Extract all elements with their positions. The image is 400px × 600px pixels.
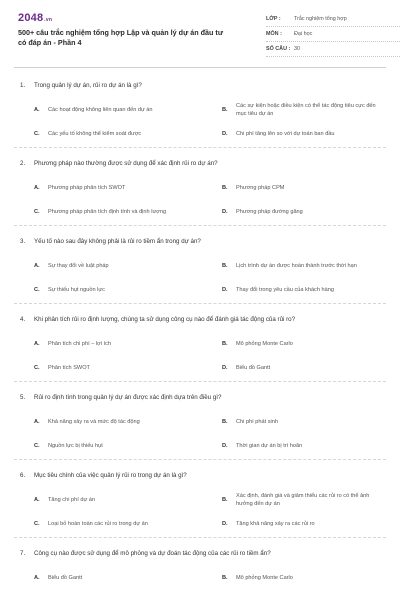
option-letter: A.	[34, 419, 40, 425]
answer-option[interactable]	[34, 202, 222, 222]
question-number: 6.	[20, 471, 26, 479]
option-letter: A.	[34, 575, 40, 581]
question-item	[14, 304, 386, 382]
answer-option[interactable]	[34, 408, 222, 436]
answer-option[interactable]	[34, 124, 222, 144]
answer-option[interactable]	[222, 202, 390, 222]
option-text: Biểu đồ Gantt	[236, 365, 271, 371]
option-letter: D.	[222, 287, 228, 293]
question-item	[14, 226, 386, 304]
answer-option[interactable]	[222, 358, 390, 378]
option-letter: D.	[222, 365, 228, 371]
option-text: Sự thay đổi về luật pháp	[48, 263, 109, 269]
answer-options	[14, 96, 386, 144]
option-letter: D.	[222, 443, 228, 449]
meta-row-count: SỐ CÂU : 30	[266, 42, 400, 57]
answer-option[interactable]	[34, 564, 222, 592]
answer-option[interactable]	[222, 124, 390, 144]
option-text: Phương pháp phân tích SWOT	[48, 185, 126, 191]
meta-row-subject: MÔN : Đại học	[266, 27, 400, 42]
option-letter: B.	[222, 185, 228, 191]
answer-option[interactable]	[34, 358, 222, 378]
option-letter: D.	[222, 131, 228, 137]
option-letter: A.	[34, 497, 40, 503]
option-text: Phương pháp phân tích định tính và định lượng	[48, 209, 167, 215]
option-letter: D.	[222, 521, 228, 527]
answer-options	[14, 408, 386, 456]
option-text: Chi phí phát sinh	[236, 419, 278, 425]
option-letter: B.	[222, 419, 228, 425]
question-item	[14, 70, 386, 148]
answer-option[interactable]	[222, 174, 390, 202]
question-prompt: Công cụ nào được sử dụng để mô phỏng và dự đoán tác động của các rủi ro tiềm ẩn?	[34, 549, 271, 557]
question-text	[14, 236, 386, 246]
option-text: Mô phỏng Monte Carlo	[236, 341, 293, 347]
question-prompt: Phương pháp nào thường được sử dụng để xác định rủi ro dự án?	[34, 159, 218, 167]
answer-option[interactable]	[34, 514, 222, 534]
question-list	[14, 70, 386, 600]
question-text	[14, 314, 386, 324]
option-text: Phân tích SWOT	[48, 365, 90, 371]
question-number: 5.	[20, 393, 26, 401]
question-prompt: Mục tiêu chính của việc quản lý rủi ro trong dự án là gì?	[34, 471, 187, 479]
answer-options	[14, 564, 386, 600]
option-text: Mô phỏng Monte Carlo	[236, 575, 293, 581]
option-letter: A.	[34, 107, 40, 113]
answer-option[interactable]	[222, 280, 390, 300]
option-letter: C.	[34, 365, 40, 371]
question-number: 2.	[20, 159, 26, 167]
option-letter: A.	[34, 263, 40, 269]
question-item	[14, 538, 386, 600]
answer-options	[14, 252, 386, 300]
answer-option[interactable]	[222, 486, 390, 514]
question-prompt: Khi phân tích rủi ro định lượng, chúng ta sử dụng công cụ nào để đánh giá tác động của rủi ro?	[34, 315, 296, 323]
option-text: Tăng chi phí dự án	[48, 497, 95, 503]
option-text: Các hoạt động không liên quan đến dự án	[48, 107, 153, 113]
option-text: Các sự kiện hoặc điều kiện có thể tác động tiêu cực đến mục tiêu dự án	[236, 103, 376, 117]
question-text	[14, 158, 386, 168]
answer-option[interactable]	[222, 96, 390, 124]
option-text: Biểu đồ Gantt	[48, 575, 83, 581]
question-number: 3.	[20, 237, 26, 245]
option-text: Phân tích chi phí – lợi ích	[48, 341, 112, 347]
question-item	[14, 460, 386, 538]
question-item	[14, 382, 386, 460]
option-text: Tăng khả năng xảy ra các rủi ro	[236, 521, 315, 527]
question-text	[14, 80, 386, 90]
option-letter: D.	[222, 209, 228, 215]
option-letter: C.	[34, 287, 40, 293]
document-title: 500+ câu trắc nghiệm tổng hợp Lập và quản lý dự án đầu tư có đáp án - Phần 4	[18, 28, 224, 47]
answer-options	[14, 174, 386, 222]
answer-option[interactable]	[34, 280, 222, 300]
answer-option[interactable]	[34, 436, 222, 456]
option-letter: C.	[34, 209, 40, 215]
question-number: 4.	[20, 315, 26, 323]
option-text: Loại bỏ hoàn toàn các rủi ro trong dự án	[48, 521, 148, 527]
question-prompt: Trong quản lý dự án, rủi ro dự án là gì?	[34, 81, 142, 89]
answer-option[interactable]	[34, 486, 222, 514]
answer-option[interactable]	[222, 436, 390, 456]
option-letter: B.	[222, 575, 228, 581]
question-prompt: Yếu tố nào sau đây không phải là rủi ro tiềm ẩn trong dự án?	[34, 237, 201, 245]
document-meta	[266, 12, 400, 57]
option-text: Thời gian dự án bị trì hoãn	[236, 443, 303, 449]
site-logo[interactable]: 2048.vn	[18, 12, 53, 24]
option-text: Sự thiếu hụt nguồn lực	[48, 287, 105, 293]
option-letter: C.	[34, 443, 40, 449]
answer-option[interactable]	[222, 514, 390, 534]
answer-option[interactable]	[222, 330, 390, 358]
option-letter: C.	[34, 131, 40, 137]
option-letter: C.	[34, 521, 40, 527]
option-text: Các yếu tố không thể kiểm soát được	[48, 131, 142, 137]
question-text	[14, 392, 386, 402]
answer-options	[14, 330, 386, 378]
question-text	[14, 548, 386, 558]
document-header	[14, 0, 386, 70]
option-text: Nguồn lực bị thiếu hụt	[48, 443, 103, 449]
option-text: Thay đổi trong yêu cầu của khách hàng	[236, 287, 334, 293]
option-text: Phương pháp CPM	[236, 185, 285, 191]
option-text: Lịch trình dự án được hoàn thành trước thời hạn	[236, 263, 357, 269]
option-letter: B.	[222, 341, 228, 347]
option-letter: A.	[34, 185, 40, 191]
question-prompt: Rủi ro định tính trong quản lý dự án được xác định dựa trên điều gì?	[34, 393, 222, 401]
option-letter: A.	[34, 341, 40, 347]
header-divider	[14, 67, 386, 68]
option-text: Chi phí tăng lên so với dự toán ban đầu	[236, 131, 335, 137]
question-text	[14, 470, 386, 480]
answer-option[interactable]	[222, 408, 390, 436]
question-number: 7.	[20, 549, 26, 557]
option-letter: B.	[222, 497, 228, 503]
option-text: Khả năng xảy ra và mức độ tác động	[48, 419, 140, 425]
answer-options	[14, 486, 386, 534]
answer-option[interactable]	[222, 564, 390, 592]
question-number: 1.	[20, 81, 26, 89]
answer-option[interactable]	[34, 330, 222, 358]
option-text: Xác định, đánh giá và giảm thiểu các rủi ro có thể ảnh hưởng đến dự án	[236, 493, 370, 507]
answer-option[interactable]	[222, 252, 390, 280]
question-item	[14, 148, 386, 226]
option-text: Phương pháp đường găng	[236, 209, 303, 215]
answer-option[interactable]	[34, 96, 222, 124]
option-letter: B.	[222, 107, 228, 113]
answer-option[interactable]	[34, 174, 222, 202]
answer-option[interactable]	[34, 252, 222, 280]
option-letter: B.	[222, 263, 228, 269]
meta-row-class: LỚP : Trắc nghiệm tổng hợp	[266, 12, 400, 27]
